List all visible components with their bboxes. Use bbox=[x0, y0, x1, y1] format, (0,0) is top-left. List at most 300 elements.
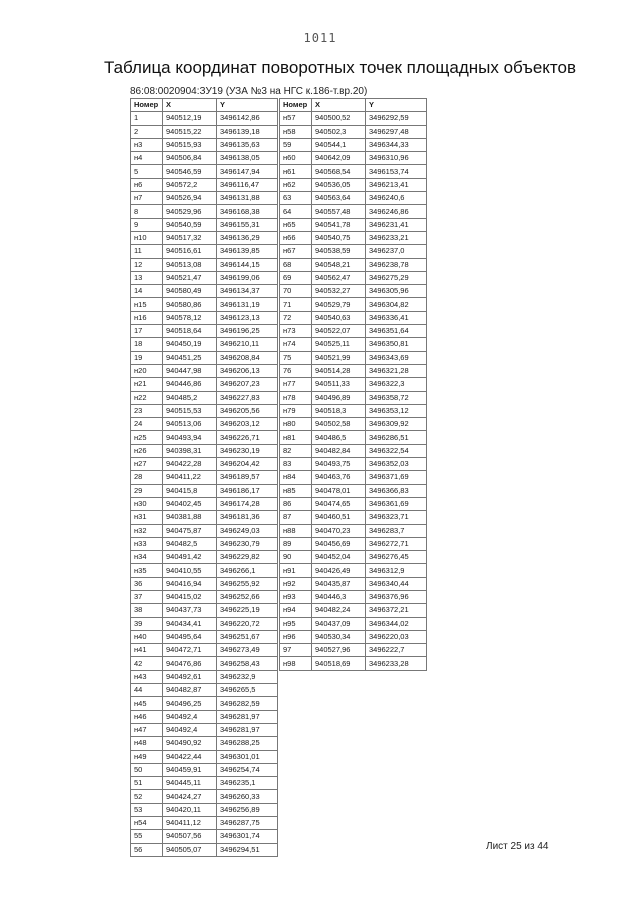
table-row bbox=[131, 418, 278, 431]
table-row bbox=[131, 684, 278, 697]
point-number-cell: н3 bbox=[131, 138, 163, 151]
y-coordinate-cell: 3496352,03 bbox=[366, 458, 427, 471]
point-number-cell: н62 bbox=[280, 178, 312, 191]
point-number-cell: н21 bbox=[131, 378, 163, 391]
y-coordinate-cell: 3496204,42 bbox=[217, 458, 278, 471]
table-row bbox=[280, 285, 427, 298]
y-coordinate-cell: 3496323,71 bbox=[366, 511, 427, 524]
column-header-y: Y bbox=[217, 99, 278, 112]
point-number-cell: н79 bbox=[280, 404, 312, 417]
y-coordinate-cell: 3496235,1 bbox=[217, 777, 278, 790]
table-row bbox=[280, 351, 427, 364]
y-coordinate-cell: 3496207,23 bbox=[217, 378, 278, 391]
x-coordinate-cell: 940546,59 bbox=[163, 165, 217, 178]
y-coordinate-cell: 3496199,06 bbox=[217, 271, 278, 284]
x-coordinate-cell: 940505,07 bbox=[163, 843, 217, 856]
table-row bbox=[280, 418, 427, 431]
page-number: 1011 bbox=[303, 31, 337, 45]
table-row bbox=[131, 298, 278, 311]
x-coordinate-cell: 940541,78 bbox=[312, 218, 366, 231]
point-number-cell: н30 bbox=[131, 497, 163, 510]
y-coordinate-cell: 3496288,25 bbox=[217, 737, 278, 750]
x-coordinate-cell: 940568,54 bbox=[312, 165, 366, 178]
x-coordinate-cell: 940548,21 bbox=[312, 258, 366, 271]
object-identifier: 86:08:0020904:ЗУ19 (УЗА №3 на НГС к.186-т.вр.20) bbox=[130, 86, 368, 97]
table-row bbox=[280, 444, 427, 457]
table-row bbox=[131, 404, 278, 417]
y-coordinate-cell: 3496297,48 bbox=[366, 125, 427, 138]
table-row bbox=[280, 338, 427, 351]
point-number-cell: н16 bbox=[131, 311, 163, 324]
table-row bbox=[131, 843, 278, 856]
x-coordinate-cell: 940437,73 bbox=[163, 604, 217, 617]
point-number-cell: 72 bbox=[280, 311, 312, 324]
x-coordinate-cell: 940476,86 bbox=[163, 657, 217, 670]
table-row bbox=[131, 830, 278, 843]
x-coordinate-cell: 940557,48 bbox=[312, 205, 366, 218]
y-coordinate-cell: 3496226,71 bbox=[217, 431, 278, 444]
y-coordinate-cell: 3496344,02 bbox=[366, 617, 427, 630]
table-row bbox=[280, 245, 427, 258]
y-coordinate-cell: 3496210,11 bbox=[217, 338, 278, 351]
x-coordinate-cell: 940502,3 bbox=[312, 125, 366, 138]
y-coordinate-cell: 3496336,41 bbox=[366, 311, 427, 324]
y-coordinate-cell: 3496227,83 bbox=[217, 391, 278, 404]
point-number-cell: н45 bbox=[131, 697, 163, 710]
point-number-cell: н43 bbox=[131, 670, 163, 683]
x-coordinate-cell: 940642,09 bbox=[312, 152, 366, 165]
point-number-cell: 44 bbox=[131, 684, 163, 697]
x-coordinate-cell: 940540,75 bbox=[312, 231, 366, 244]
point-number-cell: н81 bbox=[280, 431, 312, 444]
table-row bbox=[131, 378, 278, 391]
point-number-cell: 50 bbox=[131, 763, 163, 776]
y-coordinate-cell: 3496229,82 bbox=[217, 551, 278, 564]
point-number-cell: 71 bbox=[280, 298, 312, 311]
x-coordinate-cell: 940562,47 bbox=[312, 271, 366, 284]
x-coordinate-cell: 940515,93 bbox=[163, 138, 217, 151]
table-row bbox=[131, 750, 278, 763]
point-number-cell: н95 bbox=[280, 617, 312, 630]
x-coordinate-cell: 940482,84 bbox=[312, 444, 366, 457]
x-coordinate-cell: 940437,09 bbox=[312, 617, 366, 630]
point-number-cell: н74 bbox=[280, 338, 312, 351]
y-coordinate-cell: 3496231,41 bbox=[366, 218, 427, 231]
y-coordinate-cell: 3496272,71 bbox=[366, 537, 427, 550]
point-number-cell: 1 bbox=[131, 112, 163, 125]
table-row bbox=[280, 364, 427, 377]
table-row bbox=[280, 404, 427, 417]
table-row bbox=[131, 790, 278, 803]
y-coordinate-cell: 3496238,78 bbox=[366, 258, 427, 271]
point-number-cell: 59 bbox=[280, 138, 312, 151]
y-coordinate-cell: 3496196,25 bbox=[217, 325, 278, 338]
y-coordinate-cell: 3496310,96 bbox=[366, 152, 427, 165]
y-coordinate-cell: 3496181,36 bbox=[217, 511, 278, 524]
point-number-cell: 90 bbox=[280, 551, 312, 564]
y-coordinate-cell: 3496220,72 bbox=[217, 617, 278, 630]
point-number-cell: н93 bbox=[280, 590, 312, 603]
point-number-cell: 52 bbox=[131, 790, 163, 803]
table-row bbox=[280, 644, 427, 657]
x-coordinate-cell: 940447,98 bbox=[163, 364, 217, 377]
point-number-cell: н20 bbox=[131, 364, 163, 377]
point-number-cell: н65 bbox=[280, 218, 312, 231]
table-row bbox=[280, 577, 427, 590]
y-coordinate-cell: 3496260,33 bbox=[217, 790, 278, 803]
point-number-cell: 64 bbox=[280, 205, 312, 218]
point-number-cell: 75 bbox=[280, 351, 312, 364]
point-number-cell: 55 bbox=[131, 830, 163, 843]
y-coordinate-cell: 3496351,64 bbox=[366, 325, 427, 338]
table-row bbox=[280, 657, 427, 670]
table-row bbox=[280, 205, 427, 218]
y-coordinate-cell: 3496266,1 bbox=[217, 564, 278, 577]
y-coordinate-cell: 3496249,03 bbox=[217, 524, 278, 537]
point-number-cell: 11 bbox=[131, 245, 163, 258]
table-row bbox=[280, 218, 427, 231]
y-coordinate-cell: 3496252,66 bbox=[217, 590, 278, 603]
y-coordinate-cell: 3496276,45 bbox=[366, 551, 427, 564]
table-row bbox=[131, 351, 278, 364]
point-number-cell: н66 bbox=[280, 231, 312, 244]
y-coordinate-cell: 3496189,57 bbox=[217, 471, 278, 484]
point-number-cell: 36 bbox=[131, 577, 163, 590]
y-coordinate-cell: 3496203,12 bbox=[217, 418, 278, 431]
table-header-row bbox=[280, 99, 427, 112]
coordinates-table-left bbox=[130, 98, 278, 857]
point-number-cell: н73 bbox=[280, 325, 312, 338]
y-coordinate-cell: 3496275,29 bbox=[366, 271, 427, 284]
y-coordinate-cell: 3496258,43 bbox=[217, 657, 278, 670]
x-coordinate-cell: 940530,34 bbox=[312, 630, 366, 643]
y-coordinate-cell: 3496304,82 bbox=[366, 298, 427, 311]
point-number-cell: н27 bbox=[131, 458, 163, 471]
x-coordinate-cell: 940422,28 bbox=[163, 458, 217, 471]
point-number-cell: 8 bbox=[131, 205, 163, 218]
x-coordinate-cell: 940446,86 bbox=[163, 378, 217, 391]
y-coordinate-cell: 3496208,84 bbox=[217, 351, 278, 364]
coordinates-table-right bbox=[279, 98, 427, 671]
table-row bbox=[280, 311, 427, 324]
y-coordinate-cell: 3496322,54 bbox=[366, 444, 427, 457]
x-coordinate-cell: 940515,53 bbox=[163, 404, 217, 417]
point-number-cell: н60 bbox=[280, 152, 312, 165]
table-row bbox=[280, 112, 427, 125]
y-coordinate-cell: 3496123,13 bbox=[217, 311, 278, 324]
point-number-cell: 18 bbox=[131, 338, 163, 351]
x-coordinate-cell: 940502,58 bbox=[312, 418, 366, 431]
table-row bbox=[131, 710, 278, 723]
x-coordinate-cell: 940496,25 bbox=[163, 697, 217, 710]
x-coordinate-cell: 940521,99 bbox=[312, 351, 366, 364]
point-number-cell: н49 bbox=[131, 750, 163, 763]
table-row bbox=[131, 697, 278, 710]
table-row bbox=[131, 178, 278, 191]
y-coordinate-cell: 3496273,49 bbox=[217, 644, 278, 657]
point-number-cell: 53 bbox=[131, 803, 163, 816]
y-coordinate-cell: 3496281,97 bbox=[217, 723, 278, 736]
point-number-cell: 51 bbox=[131, 777, 163, 790]
table-row bbox=[131, 364, 278, 377]
point-number-cell: н88 bbox=[280, 524, 312, 537]
table-row bbox=[131, 511, 278, 524]
y-coordinate-cell: 3496322,3 bbox=[366, 378, 427, 391]
point-number-cell: 70 bbox=[280, 285, 312, 298]
y-coordinate-cell: 3496286,51 bbox=[366, 431, 427, 444]
x-coordinate-cell: 940482,24 bbox=[312, 604, 366, 617]
point-number-cell: 5 bbox=[131, 165, 163, 178]
point-number-cell: н7 bbox=[131, 192, 163, 205]
table-row bbox=[280, 471, 427, 484]
table-row bbox=[280, 231, 427, 244]
y-coordinate-cell: 3496265,5 bbox=[217, 684, 278, 697]
y-coordinate-cell: 3496205,56 bbox=[217, 404, 278, 417]
y-coordinate-cell: 3496292,59 bbox=[366, 112, 427, 125]
y-coordinate-cell: 3496222,7 bbox=[366, 644, 427, 657]
x-coordinate-cell: 940416,94 bbox=[163, 577, 217, 590]
point-number-cell: н33 bbox=[131, 537, 163, 550]
column-header-number: Номер bbox=[131, 99, 163, 112]
point-number-cell: н35 bbox=[131, 564, 163, 577]
point-number-cell: 86 bbox=[280, 497, 312, 510]
table-row bbox=[131, 617, 278, 630]
table-row bbox=[131, 311, 278, 324]
y-coordinate-cell: 3496305,96 bbox=[366, 285, 427, 298]
y-coordinate-cell: 3496254,74 bbox=[217, 763, 278, 776]
point-number-cell: 29 bbox=[131, 484, 163, 497]
table-row bbox=[131, 231, 278, 244]
y-coordinate-cell: 3496139,18 bbox=[217, 125, 278, 138]
point-number-cell: 24 bbox=[131, 418, 163, 431]
point-number-cell: н40 bbox=[131, 630, 163, 643]
y-coordinate-cell: 3496372,21 bbox=[366, 604, 427, 617]
x-coordinate-cell: 940492,4 bbox=[163, 723, 217, 736]
table-row bbox=[131, 218, 278, 231]
point-number-cell: н48 bbox=[131, 737, 163, 750]
x-coordinate-cell: 940398,31 bbox=[163, 444, 217, 457]
table-row bbox=[131, 112, 278, 125]
x-coordinate-cell: 940482,5 bbox=[163, 537, 217, 550]
table-row bbox=[280, 630, 427, 643]
y-coordinate-cell: 3496255,92 bbox=[217, 577, 278, 590]
y-coordinate-cell: 3496353,12 bbox=[366, 404, 427, 417]
table-row bbox=[131, 125, 278, 138]
point-number-cell: н58 bbox=[280, 125, 312, 138]
point-number-cell: н34 bbox=[131, 551, 163, 564]
x-coordinate-cell: 940492,4 bbox=[163, 710, 217, 723]
x-coordinate-cell: 940463,76 bbox=[312, 471, 366, 484]
x-coordinate-cell: 940452,04 bbox=[312, 551, 366, 564]
y-coordinate-cell: 3496206,13 bbox=[217, 364, 278, 377]
table-row bbox=[280, 511, 427, 524]
table-row bbox=[131, 458, 278, 471]
x-coordinate-cell: 940536,05 bbox=[312, 178, 366, 191]
point-number-cell: 37 bbox=[131, 590, 163, 603]
y-coordinate-cell: 3496343,69 bbox=[366, 351, 427, 364]
x-coordinate-cell: 940490,92 bbox=[163, 737, 217, 750]
x-coordinate-cell: 940482,87 bbox=[163, 684, 217, 697]
y-coordinate-cell: 3496294,51 bbox=[217, 843, 278, 856]
table-row bbox=[280, 325, 427, 338]
table-row bbox=[131, 524, 278, 537]
x-coordinate-cell: 940435,87 bbox=[312, 577, 366, 590]
table-row bbox=[280, 564, 427, 577]
table-row bbox=[280, 484, 427, 497]
x-coordinate-cell: 940424,27 bbox=[163, 790, 217, 803]
y-coordinate-cell: 3496147,94 bbox=[217, 165, 278, 178]
x-coordinate-cell: 940493,75 bbox=[312, 458, 366, 471]
y-coordinate-cell: 3496376,96 bbox=[366, 590, 427, 603]
y-coordinate-cell: 3496366,83 bbox=[366, 484, 427, 497]
x-coordinate-cell: 940470,23 bbox=[312, 524, 366, 537]
x-coordinate-cell: 940580,49 bbox=[163, 285, 217, 298]
point-number-cell: н78 bbox=[280, 391, 312, 404]
y-coordinate-cell: 3496230,19 bbox=[217, 444, 278, 457]
y-coordinate-cell: 3496283,7 bbox=[366, 524, 427, 537]
y-coordinate-cell: 3496230,79 bbox=[217, 537, 278, 550]
y-coordinate-cell: 3496309,92 bbox=[366, 418, 427, 431]
point-number-cell: н46 bbox=[131, 710, 163, 723]
x-coordinate-cell: 940445,11 bbox=[163, 777, 217, 790]
y-coordinate-cell: 3496116,47 bbox=[217, 178, 278, 191]
point-number-cell: н85 bbox=[280, 484, 312, 497]
x-coordinate-cell: 940517,32 bbox=[163, 231, 217, 244]
table-row bbox=[280, 431, 427, 444]
point-number-cell: 63 bbox=[280, 192, 312, 205]
table-row bbox=[280, 617, 427, 630]
table-row bbox=[131, 192, 278, 205]
table-row bbox=[131, 670, 278, 683]
y-coordinate-cell: 3496371,69 bbox=[366, 471, 427, 484]
table-row bbox=[131, 537, 278, 550]
y-coordinate-cell: 3496153,74 bbox=[366, 165, 427, 178]
x-coordinate-cell: 940451,25 bbox=[163, 351, 217, 364]
y-coordinate-cell: 3496136,29 bbox=[217, 231, 278, 244]
y-coordinate-cell: 3496131,88 bbox=[217, 192, 278, 205]
table-row bbox=[280, 125, 427, 138]
x-coordinate-cell: 940426,49 bbox=[312, 564, 366, 577]
point-number-cell: н26 bbox=[131, 444, 163, 457]
table-header-row bbox=[131, 99, 278, 112]
x-coordinate-cell: 940532,27 bbox=[312, 285, 366, 298]
column-header-y: Y bbox=[366, 99, 427, 112]
x-coordinate-cell: 940493,94 bbox=[163, 431, 217, 444]
point-number-cell: 39 bbox=[131, 617, 163, 630]
table-row bbox=[131, 564, 278, 577]
table-row bbox=[131, 471, 278, 484]
point-number-cell: н22 bbox=[131, 391, 163, 404]
point-number-cell: н96 bbox=[280, 630, 312, 643]
point-number-cell: 69 bbox=[280, 271, 312, 284]
y-coordinate-cell: 3496237,0 bbox=[366, 245, 427, 258]
table-row bbox=[280, 551, 427, 564]
point-number-cell: н47 bbox=[131, 723, 163, 736]
y-coordinate-cell: 3496138,05 bbox=[217, 152, 278, 165]
y-coordinate-cell: 3496256,89 bbox=[217, 803, 278, 816]
table-row bbox=[280, 458, 427, 471]
y-coordinate-cell: 3496312,9 bbox=[366, 564, 427, 577]
table-row bbox=[280, 271, 427, 284]
x-coordinate-cell: 940506,84 bbox=[163, 152, 217, 165]
y-coordinate-cell: 3496135,63 bbox=[217, 138, 278, 151]
point-number-cell: 28 bbox=[131, 471, 163, 484]
y-coordinate-cell: 3496361,69 bbox=[366, 497, 427, 510]
x-coordinate-cell: 940516,61 bbox=[163, 245, 217, 258]
table-row bbox=[131, 590, 278, 603]
column-header-x: X bbox=[163, 99, 217, 112]
table-row bbox=[131, 271, 278, 284]
point-number-cell: н41 bbox=[131, 644, 163, 657]
point-number-cell: 14 bbox=[131, 285, 163, 298]
point-number-cell: 19 bbox=[131, 351, 163, 364]
point-number-cell: 2 bbox=[131, 125, 163, 138]
table-row bbox=[280, 138, 427, 151]
y-coordinate-cell: 3496281,97 bbox=[217, 710, 278, 723]
table-row bbox=[131, 604, 278, 617]
y-coordinate-cell: 3496155,31 bbox=[217, 218, 278, 231]
x-coordinate-cell: 940563,64 bbox=[312, 192, 366, 205]
table-row bbox=[131, 444, 278, 457]
x-coordinate-cell: 940411,22 bbox=[163, 471, 217, 484]
table-row bbox=[131, 630, 278, 643]
x-coordinate-cell: 940450,19 bbox=[163, 338, 217, 351]
x-coordinate-cell: 940580,86 bbox=[163, 298, 217, 311]
y-coordinate-cell: 3496233,28 bbox=[366, 657, 427, 670]
point-number-cell: н54 bbox=[131, 817, 163, 830]
y-coordinate-cell: 3496142,86 bbox=[217, 112, 278, 125]
x-coordinate-cell: 940527,96 bbox=[312, 644, 366, 657]
x-coordinate-cell: 940381,88 bbox=[163, 511, 217, 524]
x-coordinate-cell: 940486,5 bbox=[312, 431, 366, 444]
point-number-cell: 38 bbox=[131, 604, 163, 617]
table-row bbox=[280, 537, 427, 550]
point-number-cell: н98 bbox=[280, 657, 312, 670]
x-coordinate-cell: 940578,12 bbox=[163, 311, 217, 324]
table-row bbox=[280, 391, 427, 404]
table-row bbox=[131, 497, 278, 510]
x-coordinate-cell: 940513,06 bbox=[163, 418, 217, 431]
x-coordinate-cell: 940518,69 bbox=[312, 657, 366, 670]
table-row bbox=[280, 378, 427, 391]
point-number-cell: н77 bbox=[280, 378, 312, 391]
x-coordinate-cell: 940474,65 bbox=[312, 497, 366, 510]
table-row bbox=[280, 165, 427, 178]
x-coordinate-cell: 940411,12 bbox=[163, 817, 217, 830]
table-row bbox=[131, 484, 278, 497]
table-row bbox=[280, 497, 427, 510]
table-row bbox=[280, 524, 427, 537]
table-row bbox=[131, 657, 278, 670]
point-number-cell: 13 bbox=[131, 271, 163, 284]
point-number-cell: 9 bbox=[131, 218, 163, 231]
x-coordinate-cell: 940529,79 bbox=[312, 298, 366, 311]
table-row bbox=[131, 391, 278, 404]
x-coordinate-cell: 940538,59 bbox=[312, 245, 366, 258]
y-coordinate-cell: 3496301,01 bbox=[217, 750, 278, 763]
x-coordinate-cell: 940540,63 bbox=[312, 311, 366, 324]
point-number-cell: н4 bbox=[131, 152, 163, 165]
table-row bbox=[131, 723, 278, 736]
y-coordinate-cell: 3496134,37 bbox=[217, 285, 278, 298]
table-row bbox=[131, 803, 278, 816]
point-number-cell: 83 bbox=[280, 458, 312, 471]
x-coordinate-cell: 940434,41 bbox=[163, 617, 217, 630]
sheet-counter: Лист 25 из 44 bbox=[486, 841, 549, 852]
point-number-cell: н92 bbox=[280, 577, 312, 590]
point-number-cell: н32 bbox=[131, 524, 163, 537]
x-coordinate-cell: 940518,3 bbox=[312, 404, 366, 417]
